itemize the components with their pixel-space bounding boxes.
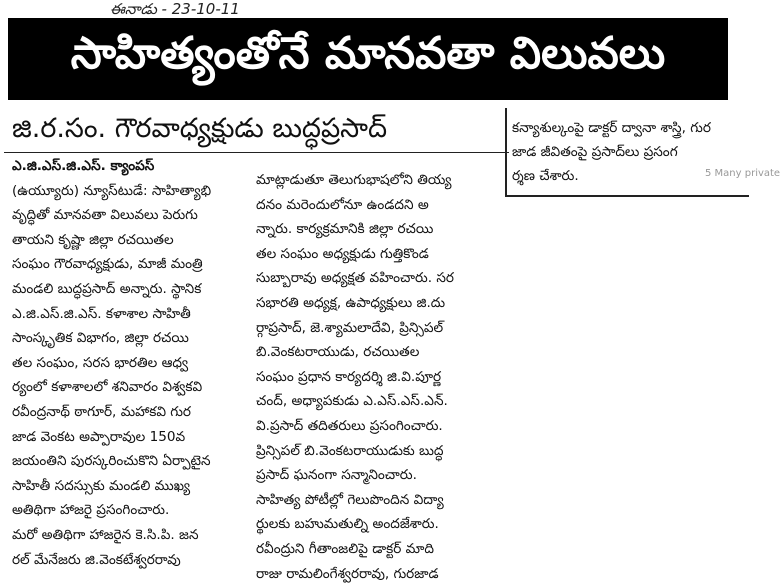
article-line: ఎ.జి.ఎస్.జి.ఎస్. క్యాంపస్ [12, 154, 248, 179]
article-line: రల్ మేనేజరు జి.వెంకటేశ్వరరావు [12, 548, 248, 573]
article-line: సంఘం ప్రధాన కార్యదర్శి జి.వి.పూర్ణ [256, 365, 494, 390]
article-line: దనం మరెందులోనూ ఉండదని అ [256, 193, 494, 218]
article-line: సంఘం గౌరవాధ్యక్షుడు, మాజీ మంత్రి [12, 252, 248, 277]
article-line: జయంతిని పురస్కరించుకొని ఏర్పాటైన [12, 449, 248, 474]
article-line: రవీంద్రనాథ్ ఠాగూర్, మహాకవి గుర [12, 400, 248, 425]
subheadline: జి.ర.సం. గౌరవాధ్యక్షుడు బుద్ధప్రసాద్ [12, 112, 502, 152]
article-line: రాజు రామలింగేశ్వరరావు, గురజాడ [256, 562, 494, 586]
article-column-left [12, 154, 248, 572]
article-line: ర్యంలో కళాశాలలో శనివారం విశ్వకవి [12, 375, 248, 400]
article-line: ర్గాప్రసాద్, జె.శ్యామలాదేవి, ప్రిన్సిపల్ [256, 316, 494, 341]
article-line: బి.వెంకటరాయుడు, రచయితల [256, 340, 494, 365]
article-line: సభారతి అధ్యక్ష, ఉపాధ్యక్షులు జి.దు [256, 291, 494, 316]
article-line: కన్యాశుల్కంపై డాక్టర్ ద్వానా శాస్త్రి, గుర [512, 116, 744, 140]
article-line: ప్రసాద్ ఘనంగా సన్మానించారు. [256, 463, 494, 488]
article-line: మండలి బుద్ధప్రసాద్ అన్నారు. స్థానిక [12, 277, 248, 302]
box-bottom-rule [505, 195, 749, 197]
article-line: జాడ జీవితంపై ప్రసాద్‌లు ప్రసంగ [512, 140, 744, 164]
article-line: రవీంద్రుని గీతాంజలిపై డాక్టర్ మాది [256, 537, 494, 562]
article-line: వి.ప్రసాద్ తదితరులు ప్రసంగించారు. [256, 414, 494, 439]
article-line: తల సంఘం అధ్యక్షుడు గుత్తికొండ [256, 242, 494, 267]
article-line: ర్థులకు బహుమతుల్ని అందజేశారు. [256, 512, 494, 537]
article-line: సాహితీ సదస్సుకు మండలి ముఖ్య [12, 474, 248, 499]
article-line: ర్శణ చేశారు. [512, 164, 744, 188]
masthead: ఈనాడు - 23-10-11 [110, 0, 410, 20]
column-divider [505, 108, 507, 195]
article-line: వృద్ధితో మానవతా విలువలు పెరుగు [12, 203, 248, 228]
headline: సాహిత్యంతోనే మానవతా విలువలు [8, 18, 728, 100]
article-line: సాంస్కృతిక విభాగం, జిల్లా రచయి [12, 326, 248, 351]
article-line: న్నారు. కార్యక్రమానికి జిల్లా రచయి [256, 217, 494, 242]
article-line: సుబ్బారావు అధ్యక్షత వహించారు. సర [256, 266, 494, 291]
article-line: సాహిత్య పోటీల్లో గెలుపొందిన విద్యా [256, 488, 494, 513]
article-line: మరో అతిథిగా హాజరైన కె.సి.పి. జన [12, 523, 248, 548]
article-line: జాడ వెంకట అప్పారావుల 150వ [12, 425, 248, 450]
bleed-through-text: 5 Many private [705, 168, 749, 186]
article-column-middle [256, 168, 494, 586]
article-line: (ఉయ్యూరు) న్యూస్‌టుడే: సాహిత్యాభి [12, 179, 248, 204]
article-line: తల సంఘం, సరస భారతిల ఆధ్వ [12, 351, 248, 376]
article-line: ఎ.జి.ఎస్.జి.ఎస్. కళాశాల సాహితీ [12, 302, 248, 327]
article-line: అతిథిగా హాజరై ప్రసంగించారు. [12, 498, 248, 523]
article-line: మాట్లాడుతూ తెలుగుభాషలోని తియ్య [256, 168, 494, 193]
article-line: ప్రిన్సిపల్ బి.వెంకటరాయుడుకు బుద్ధ [256, 439, 494, 464]
subhead-divider [4, 152, 509, 153]
article-line: తాయని కృష్ణా జిల్లా రచయితల [12, 228, 248, 253]
article-line: చంద్, అధ్యాపకుడు ఎ.ఎస్.ఎస్.ఎన్. [256, 389, 494, 414]
